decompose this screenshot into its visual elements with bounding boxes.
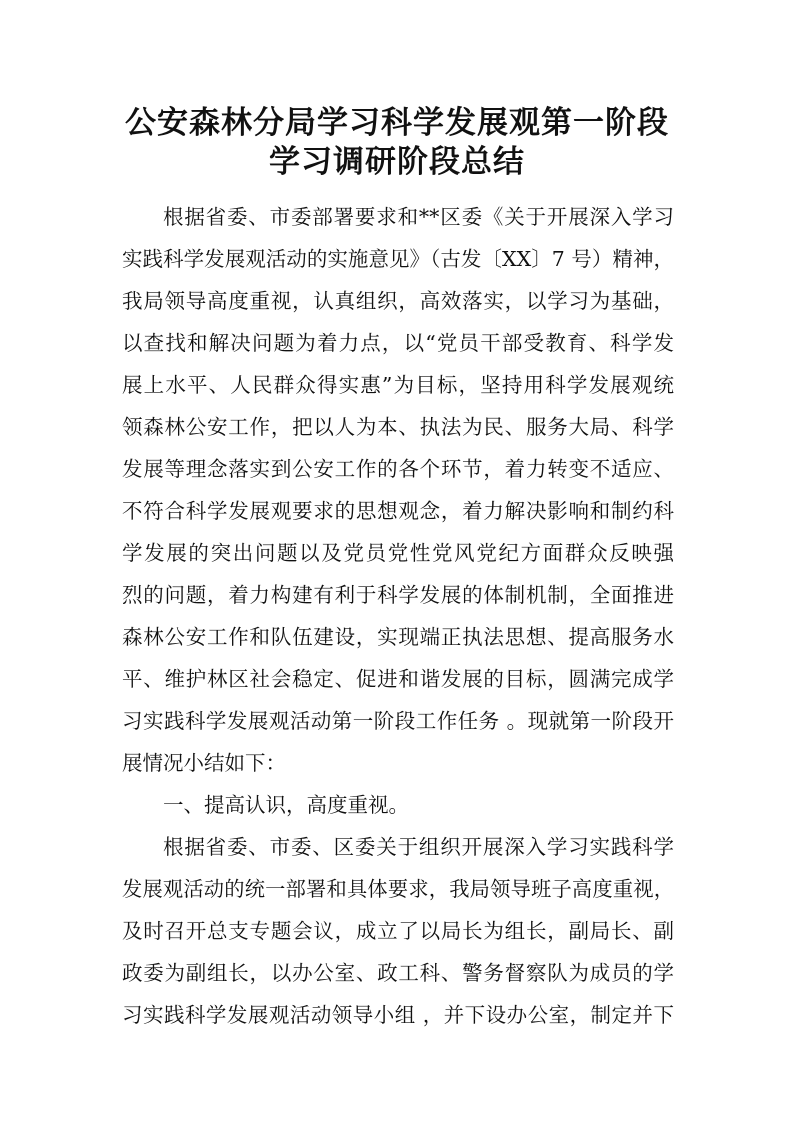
paragraph-line: 根据省委、市委部署要求和**区委《关于开展深入学习 <box>163 205 674 229</box>
paragraph-line: 及时召开总支专题会议，成立了以局长为组长，副局长、副 <box>122 919 674 943</box>
paragraph-line: 学发展的突出问题以及党员党性党风党纪方面群众反映强 <box>122 541 674 565</box>
document-title-line-2: 学习调研阶段总结 <box>269 144 525 180</box>
paragraph-line: 森林公安工作和队伍建设，实现端正执法思想、提高服务水 <box>122 625 674 649</box>
paragraph-line: 展上水平、人民群众得实惠”为目标，坚持用科学发展观统 <box>122 373 674 397</box>
paragraph-line: 展情况小结如下： <box>122 751 286 775</box>
paragraph-line: 发展等理念落实到公安工作的各个环节，着力转变不适应、 <box>122 457 674 481</box>
paragraph-line: 我局领导高度重视，认真组织，高效落实，以学习为基础， <box>122 289 674 313</box>
paragraph-line: 习实践科学发展观活动领导小组 ，并下设办公室，制定并下 <box>122 1003 674 1027</box>
document-title-line-1: 公安森林分局学习科学发展观第一阶段 <box>125 105 669 141</box>
paragraph-line: 根据省委、市委、区委关于组织开展深入学习实践科学 <box>163 835 674 859</box>
paragraph-line: 发展观活动的统一部署和具体要求，我局领导班子高度重视， <box>122 877 674 901</box>
paragraph-line: 政委为副组长，以办公室、政工科、警务督察队为成员的学 <box>122 961 674 985</box>
paragraph-line: 烈的问题，着力构建有利于科学发展的体制机制，全面推进 <box>122 583 674 607</box>
paragraph-line: 以查找和解决问题为着力点，以“党员干部受教育、科学发 <box>122 331 674 355</box>
paragraph-line: 不符合科学发展观要求的思想观念，着力解决影响和制约科 <box>122 499 674 523</box>
paragraph-line: 实践科学发展观活动的实施意见》（古发〔XX〕7 号）精神， <box>122 247 674 271</box>
paragraph-line: 习实践科学发展观活动第一阶段工作任务 。现就第一阶段开 <box>122 709 674 733</box>
paragraph-line: 平、维护林区社会稳定、促进和谐发展的目标，圆满完成学 <box>122 667 674 691</box>
section-heading: 一、提高认识，高度重视。 <box>163 793 409 817</box>
paragraph-line: 领森林公安工作，把以人为本、执法为民、服务大局、科学 <box>122 415 674 439</box>
